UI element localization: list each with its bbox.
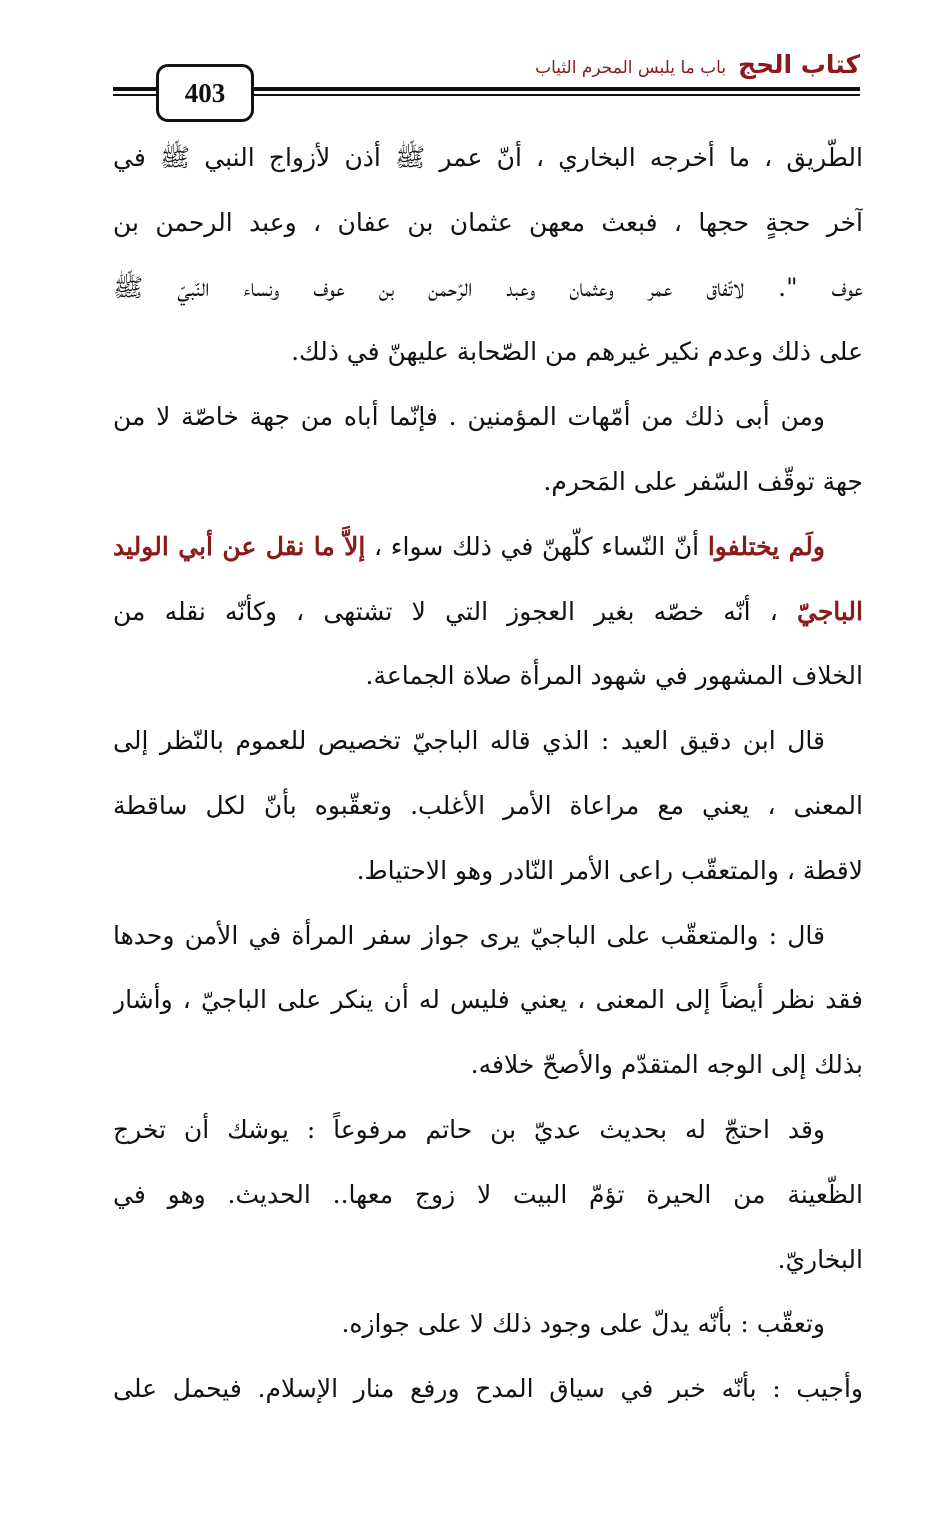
text-line: لاقطة ، والمتعقّب راعى الأمر النّادر وهو الاحتياط. [356,855,863,885]
emphasis-phrase: ولَم يختلفوا [707,531,825,561]
text-line: المعنى ، يعني مع مراعاة الأمر الأغلب. وتعقّبوه بأنّ لكل ساقطة [113,790,863,820]
text-line: آخر حجةٍ حجها ، فبعث معهن عثمان بن عفان ، وعبد الرحمن بن [113,207,863,237]
text-line [113,580,863,645]
book-title: كتاب الحج [738,50,860,79]
text-line [113,515,863,580]
page-number: 403 [156,64,254,122]
text-line: على ذلك وعدم نكير غيرهم من الصّحابة عليهنّ في ذلك. [291,337,863,367]
text-line: الخلاف المشهور في شهود المرأة صلاة الجماعة. [365,661,863,691]
text-line: جهة توقّف السّفر على المَحرم. [543,466,863,496]
text-line: قال : والمتعقّب على الباجيّ يرى جواز سفر المرأة في الأمن وحدها [113,920,825,950]
text-line: وقد احتجّ له بحديث عديّ بن حاتم مرفوعاً : يوشك أن تخرج [113,1114,825,1144]
text-line: الطّريق ، ما أخرجه البخاري ، أنّ عمر ﷺ أذن لأزواج النبي ﷺ في [113,143,863,172]
text-run: أنّ النّساء كلّهنّ في ذلك سواء ، [365,531,708,561]
emphasis-phrase: الباجيّ [796,596,863,626]
text-line: الظّعينة من الحيرة تؤمّ البيت لا زوج معها.. الحديث. وهو في [113,1179,863,1209]
emphasis-phrase: إلاَّ ما نقل عن أبي الوليد [113,531,366,561]
text-line: فقد نظر أيضاً إلى المعنى ، يعني فليس له أن ينكر على الباجيّ ، وأشار [113,985,863,1015]
text-run: ، أنّه خصّه بغير العجوز التي لا تشتهى ، وكأنّه نقله من [113,596,797,626]
text-line: البخاريّ. [777,1244,863,1274]
chapter-title: باب ما يلبس المحرم الثياب [535,58,727,78]
running-header [535,50,860,86]
text-line: وأجيب : بأنّه خبر في سياق المدح ورفع منار الإسلام. فيحمل على [113,1374,863,1404]
text-line: بذلك إلى الوجه المتقدّم والأصحّ خلافه. [470,1050,863,1080]
text-line: عوف ". لاتّفاق عمر وعثمان وعبد الرّحمن بن عوف ونساء النّبيّ ﷺ [113,272,863,302]
page-header [113,50,860,120]
text-line: ومن أبى ذلك من أمّهات المؤمنين . فإنّما أباه من جهة خاصّة لا من [113,402,825,432]
text-line: قال ابن دقيق العيد : الذي قاله الباجيّ تخصيص للعموم بالنّظر إلى [113,726,825,756]
text-line: وتعقّب : بأنّه يدلّ على وجود ذلك لا على جوازه. [341,1309,825,1339]
page-body [113,126,863,1422]
